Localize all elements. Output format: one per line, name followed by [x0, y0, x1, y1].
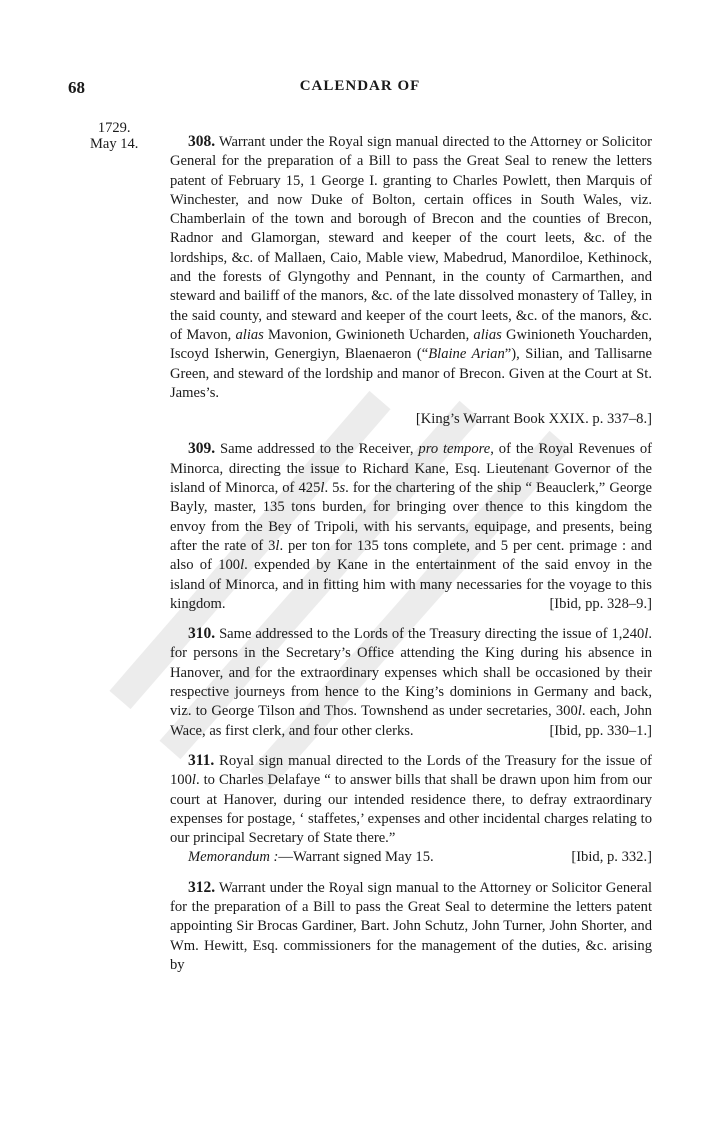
memorandum-label: Memorandum : [188, 849, 279, 866]
source-citation: [Ibid, pp. 328–9.] [549, 595, 652, 612]
calendar-entries [170, 132, 652, 975]
entry-number: 309. [188, 440, 216, 458]
entry-number: 310. [188, 625, 216, 643]
entry-text: 309. Same addressed to the Receiver, pro tempore, of the Royal Revenues of Minorca, directing the issue to Richard Kane, Esq. Lieutenant Governor of the island of Minorca, of 425l. 5s. for the chartering of the ship “ Beauclerk,” George Bayly, master, 135 tons burden, for bringing over thence to this kingdom the envoy from the Bey of Tripoli, with his servants, equipage, and presents, being after the rate of 3l. per ton for 135 tons complete, and 5 per cent. primage : and also of 100l. expended by Kane in the entertainment of the said envoy in the island of Minorca, and in fitting him with many necessaries for the voyage to this kingdom. [Ibid, pp. 328–9.] [170, 439, 652, 614]
page-number: 68 [68, 78, 85, 97]
entry-number: 312. [188, 878, 216, 896]
entry-number: 308. [188, 133, 216, 150]
source-citation: [Ibid, p. 332.] [571, 849, 652, 866]
entry-308 [170, 132, 652, 429]
running-head: CALENDAR OF [299, 78, 421, 94]
memorandum [170, 848, 652, 867]
source-citation: [Ibid, pp. 330–1.] [549, 722, 652, 739]
memorandum-text: —Warrant signed May 15. [278, 849, 434, 866]
entry-text: 312. Warrant under the Royal sign manual to the Attorney or Solicitor General for the preparation of a Bill to pass the Great Seal to determine the letters patent appointing Sir Brocas Gardiner, Bart. John Schutz, John Turner, John Shorter, and Wm. Hewitt, Esq. commissioners for the management of the duties, &c. arising by [170, 878, 652, 973]
margin-year: 1729. [97, 120, 131, 136]
source-citation: [King’s Warrant Book XXIX. p. 337–8.] [415, 411, 652, 428]
entry-number: 311. [188, 751, 215, 769]
entry-311 [170, 751, 652, 868]
entry-text: 310. Same addressed to the Lords of the Treasury directing the issue of 1,240l. for persons in the Secretary’s Office attending the King during his absence in Hanover, and for the extraordinary expenses which shall be occasioned by their respective journeys from hence to the King’s dominions in Germany and back, viz. to George Tilson and Thos. Townshend as under secretaries, 300l. each, John Wace, as first clerk, and four other clerks. [Ibid, pp. 330–1.] [170, 624, 652, 741]
entry-text: 308. Warrant under the Royal sign manual directed to the Attorney or Solicitor General for the preparation of a Bill to pass the Great Seal to renew the letters patent of February 15, 1 George I. granting to Charles Powlett, then Marquis of Winchester, and now Duke of Bolton, certain offices in South Wales, viz. Chamberlain of the town and borough of Brecon and the counties of Brecon, Radnor and Glamorgan, steward and keeper of the court leets, &c. of the lordships, &c. of Mallaen, Caio, Mable view, Mabedrud, Manordiloe, Kethinock, and the forests of Glyngothy and Pennant, in the county of Carmarthen, and steward and bailiff of the manors, &c. of the late dissolved monastery of Talley, in the said county, and steward and keeper of the court leets, &c. of the manors, &c. of Mavon, alias Mavonion, Gwinioneth Ucharden, alias Gwinioneth Youcharden, Iscoyd Isherwin, Genergiyn, Blaenaeron (“Blaine Arian”), Silian, and Tallisarne Green, and steward of the lordship and manor of Brecon. Given at the Court at St. James’s. [170, 133, 652, 401]
entry-312 [170, 878, 652, 975]
margin-day: May 14. [90, 136, 139, 152]
entry-310 [170, 624, 652, 741]
margin-date [90, 120, 138, 152]
entry-309 [170, 439, 652, 614]
entry-text: 311. Royal sign manual directed to the Lords of the Treasury for the issue of 100l. to Charles Delafaye “ to answer bills that shall be drawn upon him from our court at Hanover, during our intended residence there, to defray extraordinary expenses for postage, ‘ staffetes,’ expenses and other incidental charges relating to our principal Secretary of State there.” [170, 751, 652, 847]
